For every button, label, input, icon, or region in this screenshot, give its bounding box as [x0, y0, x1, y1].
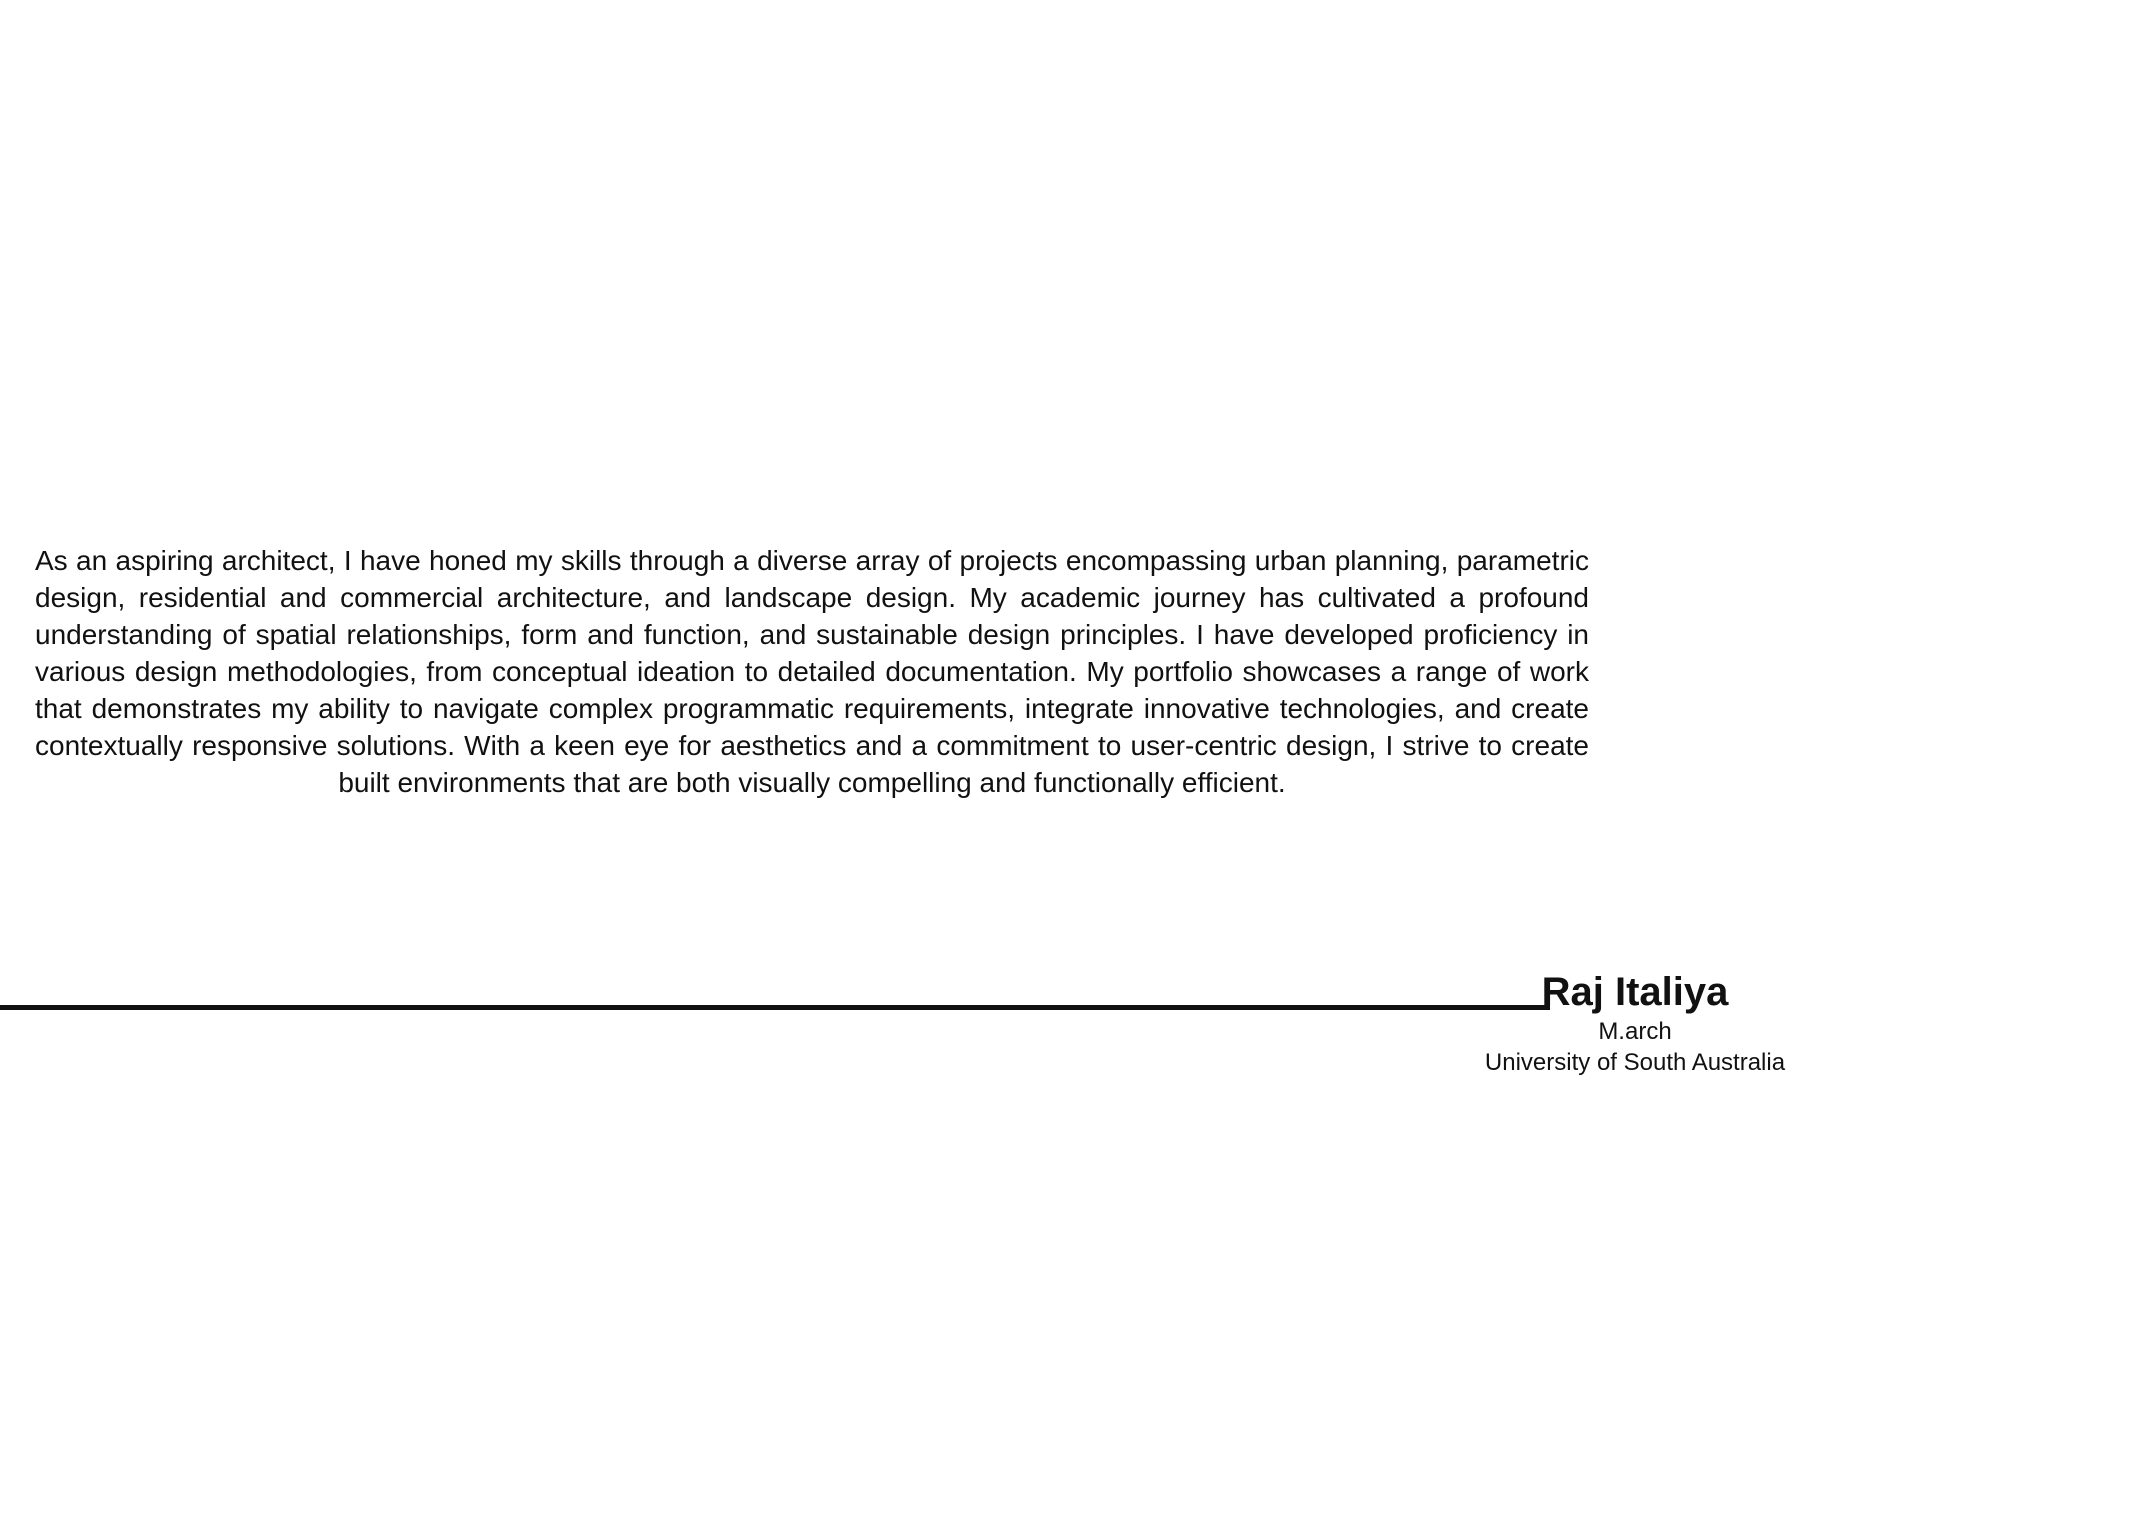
- intro-paragraph: As an aspiring architect, I have honed my skills through a diverse array of projects encompassing urban planning, parametric design, residential and commercial architecture, and landscape design. My academic journey has cultivated a profound understanding of spatial relationships, form and function, and sustainable design principles. I have developed proficiency in various design methodologies, from conceptual ideation to detailed documentation. My portfolio showcases a range of work that demonstrates my ability to navigate complex programmatic requirements, integrate innovative technologies, and create contextually responsive solutions. With a keen eye for aesthetics and a commitment to user-centric design, I strive to create built environments that are both visually compelling and functionally efficient.: [35, 545, 1589, 798]
- signature-block: [1440, 968, 1830, 1078]
- author-name: Raj Italiya: [1541, 970, 1729, 1014]
- horizontal-rule: [0, 1005, 1550, 1010]
- author-degree: M.arch: [1598, 1018, 1672, 1045]
- author-university: University of South Australia: [1484, 1049, 1786, 1076]
